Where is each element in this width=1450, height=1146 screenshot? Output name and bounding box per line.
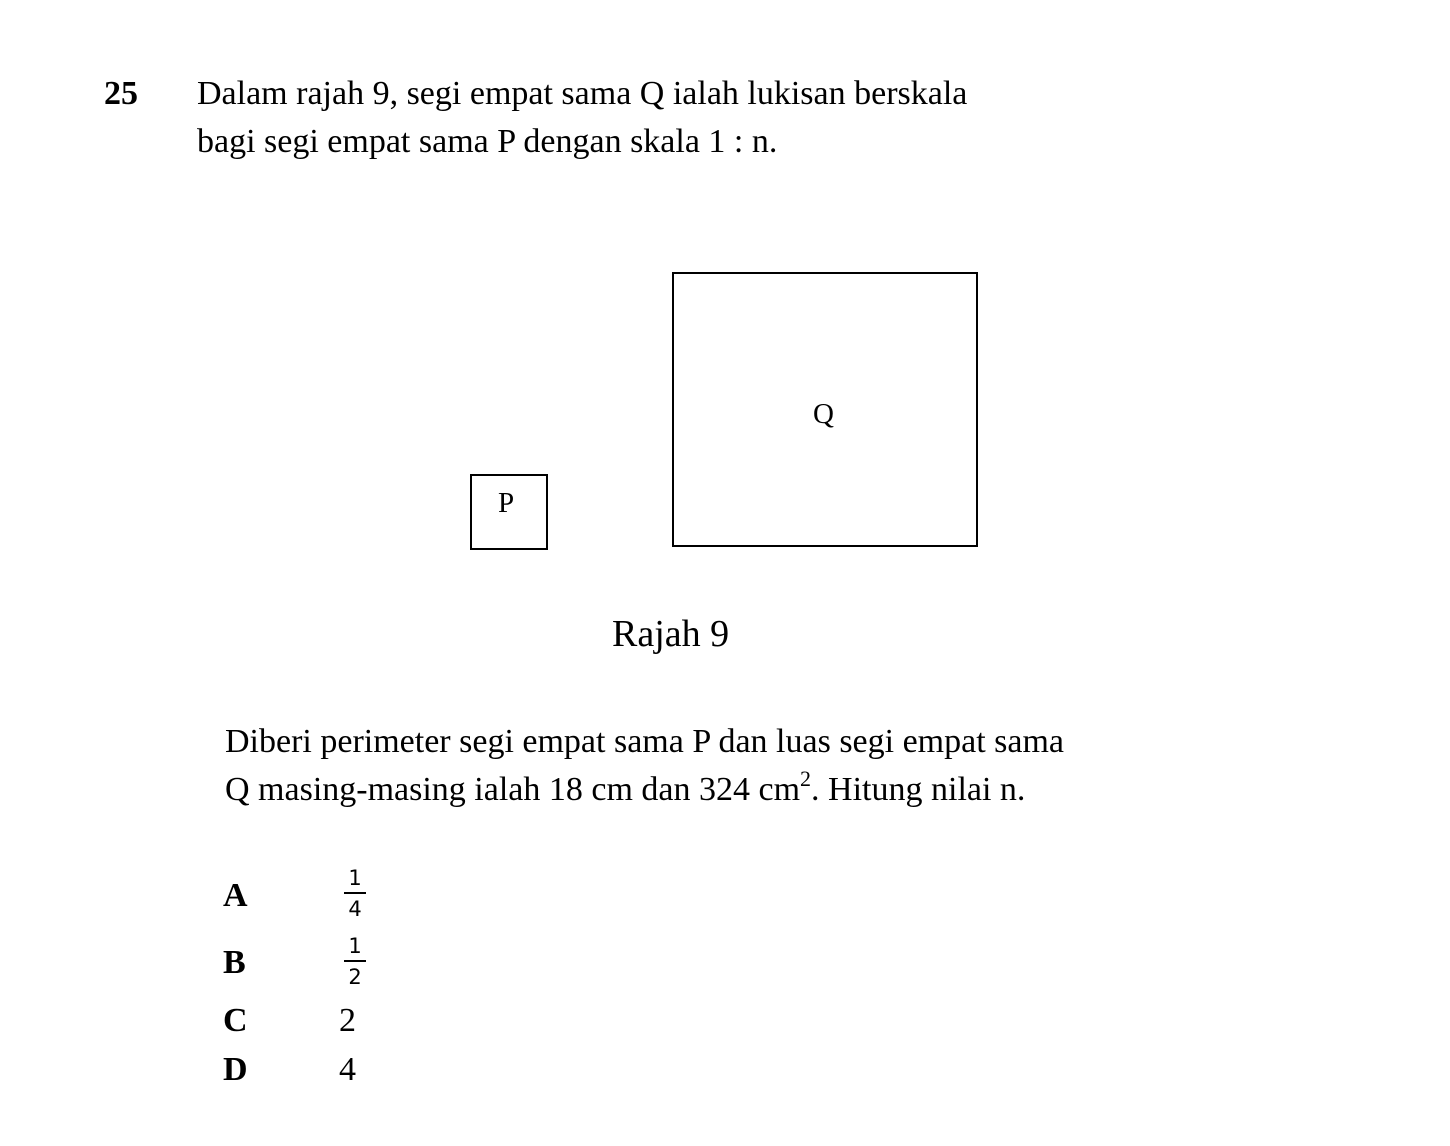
area-unit-exponent: 2 bbox=[800, 765, 812, 791]
fraction-bar bbox=[344, 960, 366, 962]
option-c-letter[interactable]: C bbox=[223, 1002, 248, 1039]
given-line-1: Diberi perimeter segi empat sama P dan luas segi empat sama bbox=[225, 723, 1065, 760]
question-stem-line-1: Dalam rajah 9, segi empat sama Q ialah lukisan berskala bbox=[197, 75, 968, 112]
option-a-fraction[interactable] bbox=[340, 866, 370, 921]
option-a-letter[interactable]: A bbox=[223, 877, 248, 914]
option-a-denominator: 4 bbox=[348, 897, 362, 921]
option-a-numerator: 1 bbox=[348, 866, 362, 890]
option-d-letter[interactable]: D bbox=[223, 1051, 248, 1088]
option-c-value[interactable]: 2 bbox=[339, 1002, 356, 1039]
option-d-value[interactable]: 4 bbox=[339, 1051, 356, 1088]
given-line-2 bbox=[225, 765, 1026, 810]
figure-caption: Rajah 9 bbox=[612, 613, 730, 655]
given-line-2-text: Q masing-masing ialah 18 cm dan 324 cm bbox=[225, 771, 801, 808]
option-b-numerator: 1 bbox=[348, 934, 362, 958]
question-stem-line-2: bagi segi empat sama P dengan skala 1 : n. bbox=[197, 123, 778, 160]
square-p-label: P bbox=[498, 487, 515, 519]
fraction-bar bbox=[344, 892, 366, 894]
option-b-fraction[interactable] bbox=[340, 934, 370, 989]
given-line-2-end: . Hitung nilai n. bbox=[811, 771, 1026, 808]
option-b-letter[interactable]: B bbox=[223, 944, 246, 981]
square-q-label: Q bbox=[813, 398, 834, 430]
option-b-denominator: 2 bbox=[348, 965, 362, 989]
question-number: 25 bbox=[104, 75, 138, 112]
